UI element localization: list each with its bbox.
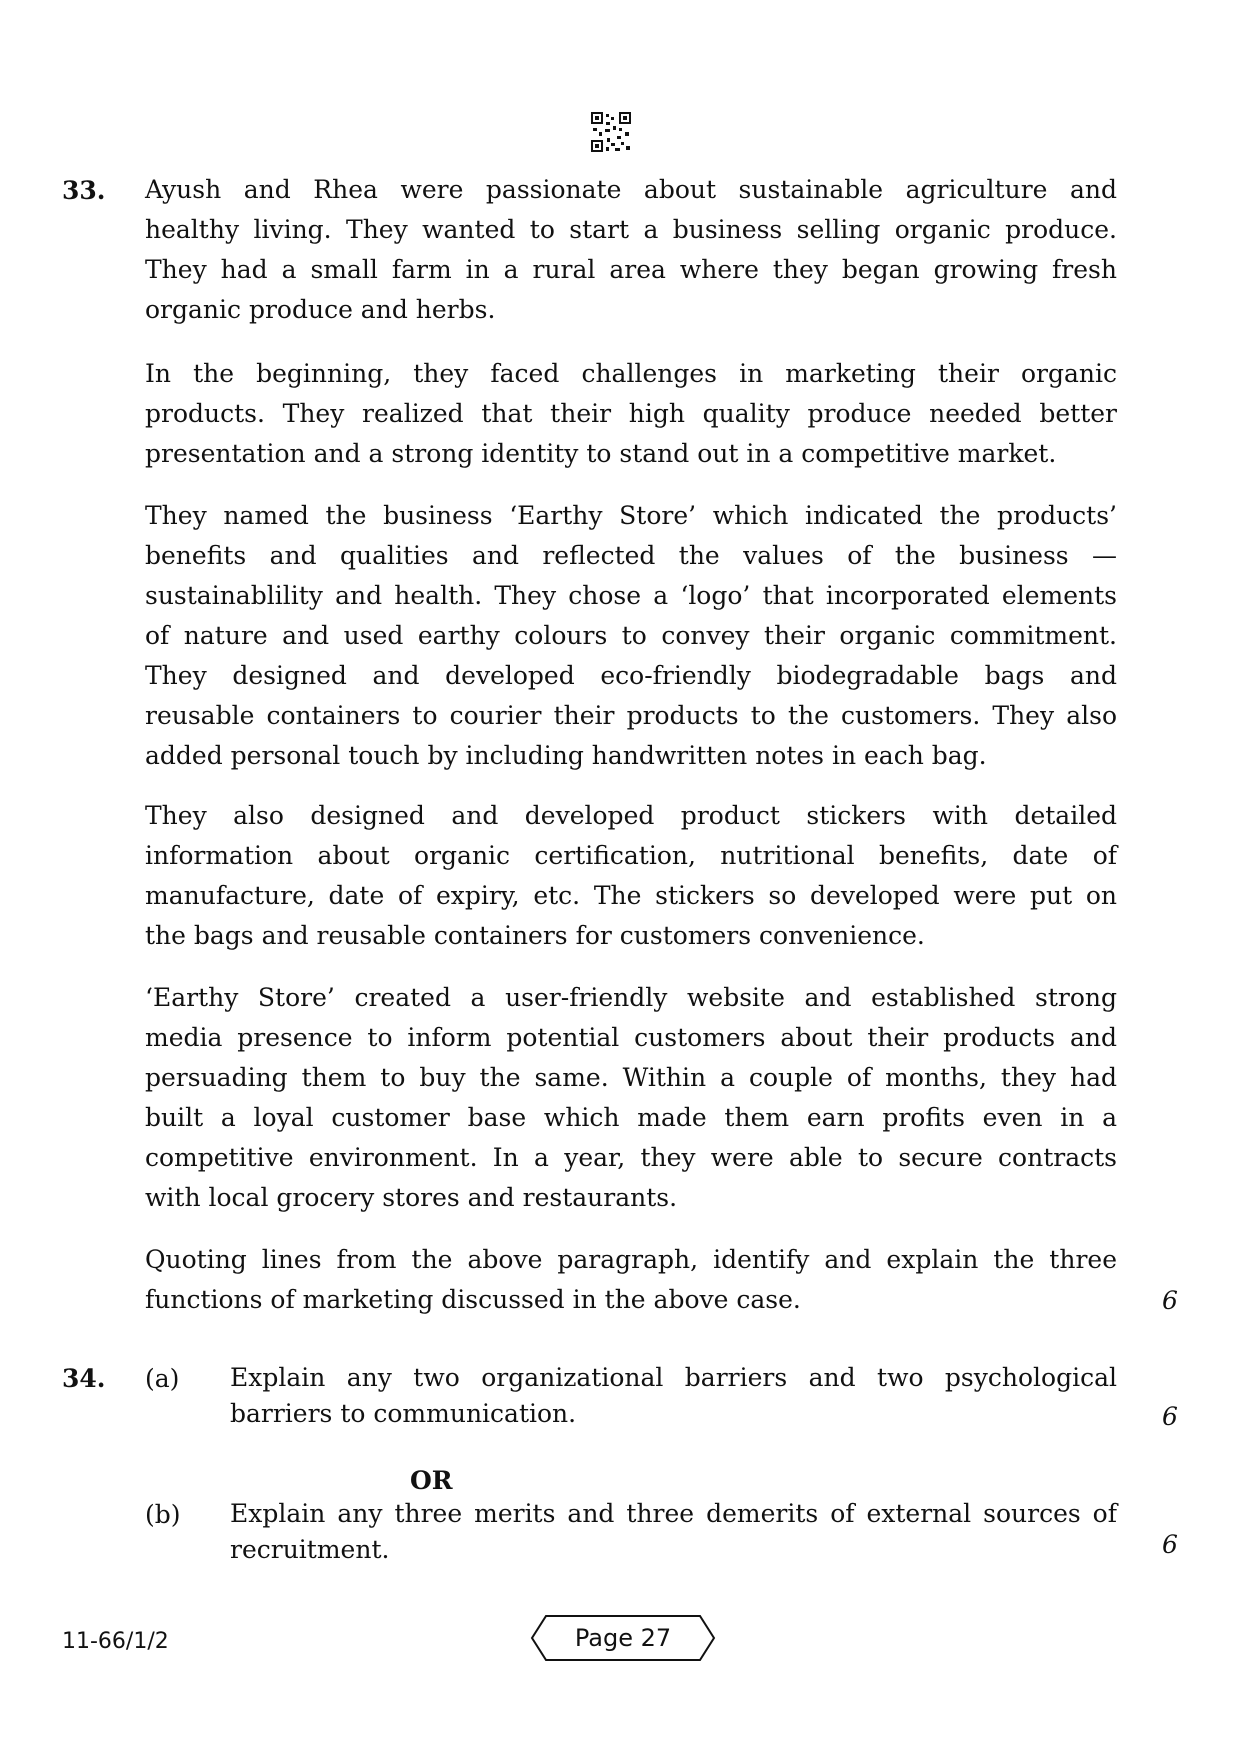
marks-label: 6 — [1162, 1402, 1178, 1431]
q33-paragraph-5 — [145, 978, 1117, 1218]
text-line: Quoting lines from the above paragraph, identify and explain the three — [145, 1245, 1117, 1274]
text-line: with local grocery stores and restaurants. — [145, 1183, 678, 1212]
text-line: media presence to inform potential customers about their products and — [145, 1023, 1117, 1052]
text-line: the bags and reusable containers for customers convenience. — [145, 921, 925, 950]
text-line: built a loyal customer base which made them earn profits even in a — [145, 1103, 1117, 1132]
text-line: reusable containers to courier their products to the customers. They also — [145, 701, 1117, 730]
text-line: Explain any two organizational barriers and two psychological — [230, 1363, 1117, 1392]
text-line: of nature and used earthy colours to convey their organic commitment. — [145, 621, 1117, 650]
text-line: Explain any three merits and three demerits of external sources of — [230, 1499, 1117, 1528]
text-line: persuading them to buy the same. Within a couple of months, they had — [145, 1063, 1117, 1092]
text-line: functions of marketing discussed in the above case. — [145, 1285, 801, 1314]
text-line: manufacture, date of expiry, etc. The stickers so developed were put on — [145, 881, 1117, 910]
text-line: They had a small farm in a rural area where they began growing fresh — [145, 255, 1117, 284]
text-line: In the beginning, they faced challenges in marketing their organic — [145, 359, 1117, 388]
q34-option-a-text — [230, 1360, 1117, 1432]
q33-question-prompt — [145, 1240, 1117, 1320]
page-number: Page 27 — [574, 1624, 672, 1652]
q33-paragraph-4 — [145, 796, 1117, 956]
text-line: sustainablility and health. They chose a ‘logo’ that incorporated elements — [145, 581, 1117, 610]
or-separator: OR — [410, 1466, 453, 1495]
text-line: They designed and developed eco-friendly biodegradable bags and — [145, 661, 1117, 690]
q34-option-b-text — [230, 1496, 1117, 1568]
marks-label: 6 — [1162, 1286, 1178, 1315]
text-line: benefits and qualities and reflected the values of the business — — [145, 541, 1117, 570]
option-label-a: (a) — [145, 1364, 180, 1393]
page-number-badge — [530, 1614, 716, 1662]
question-number: 34. — [62, 1364, 106, 1393]
text-line: products. They realized that their high quality produce needed better — [145, 399, 1117, 428]
qr-code-icon — [591, 112, 631, 152]
text-line: presentation and a strong identity to stand out in a competitive market. — [145, 439, 1057, 468]
text-line: added personal touch by including handwritten notes in each bag. — [145, 741, 987, 770]
q33-paragraph-2 — [145, 354, 1117, 474]
text-line: Ayush and Rhea were passionate about sustainable agriculture and — [145, 175, 1117, 204]
text-line: barriers to communication. — [230, 1399, 577, 1428]
text-line: They also designed and developed product stickers with detailed — [145, 801, 1117, 830]
text-line: organic produce and herbs. — [145, 295, 496, 324]
text-line: recruitment. — [230, 1535, 390, 1564]
text-line: They named the business ‘Earthy Store’ which indicated the products’ — [145, 501, 1117, 530]
option-label-b: (b) — [145, 1500, 181, 1529]
question-number: 33. — [62, 176, 106, 205]
q33-paragraph-3 — [145, 496, 1117, 776]
text-line: ‘Earthy Store’ created a user-friendly website and established strong — [145, 983, 1117, 1012]
paper-code: 11-66/1/2 — [62, 1629, 169, 1654]
marks-label: 6 — [1162, 1530, 1178, 1559]
text-line: information about organic certification, nutritional benefits, date of — [145, 841, 1117, 870]
text-line: competitive environment. In a year, they were able to secure contracts — [145, 1143, 1117, 1172]
text-line: healthy living. They wanted to start a business selling organic produce. — [145, 215, 1117, 244]
q33-paragraph-1 — [145, 170, 1117, 330]
